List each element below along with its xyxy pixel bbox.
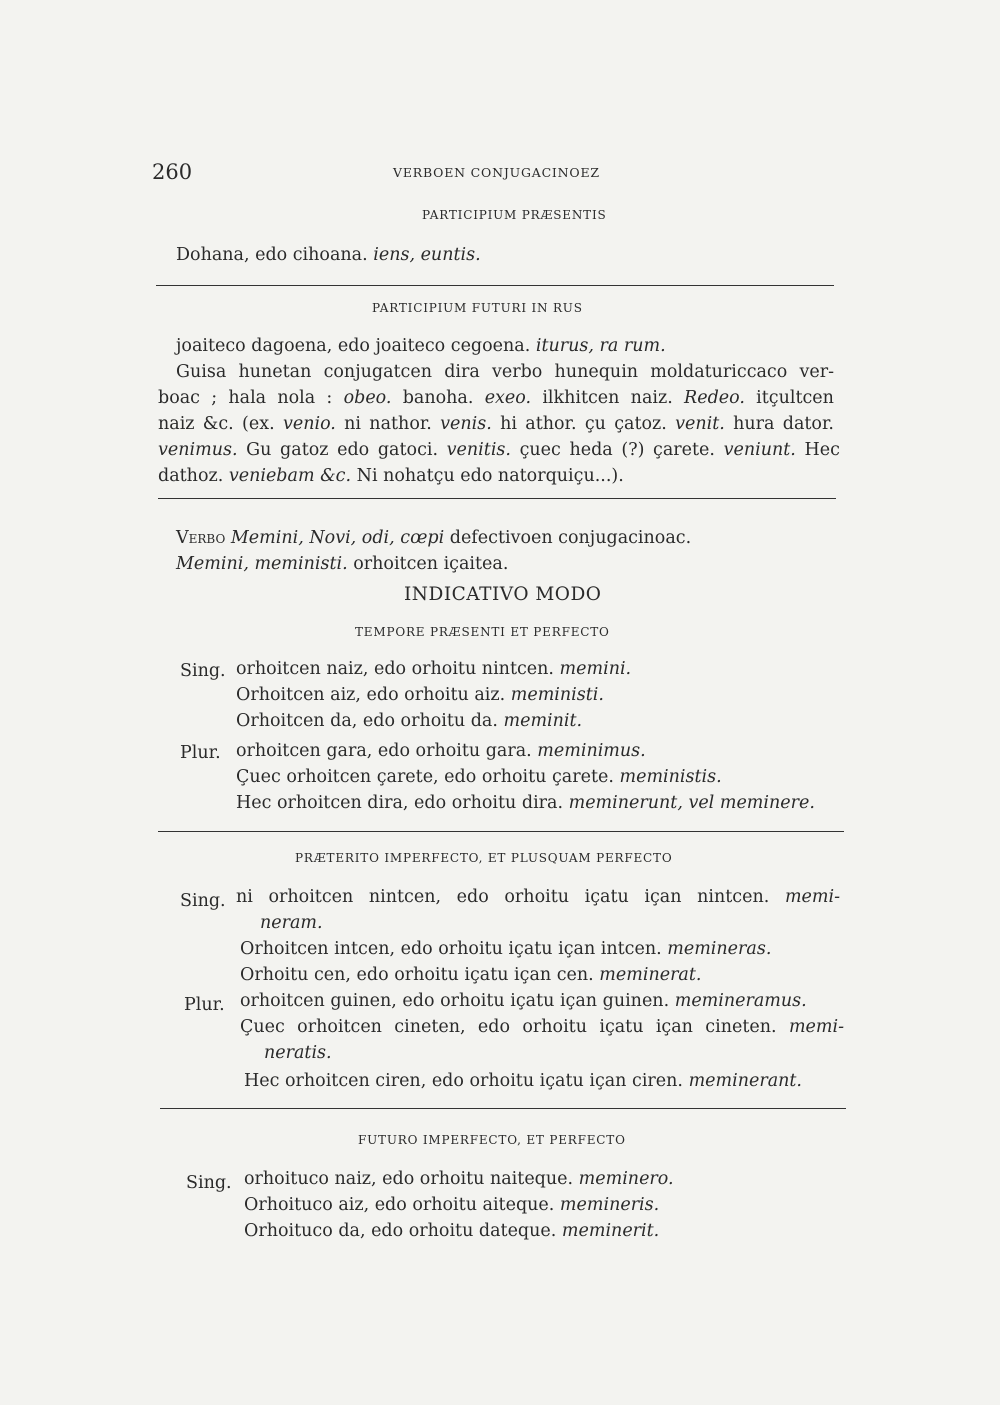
text-latin: Memini, meministi. [176, 554, 348, 574]
text-line [158, 411, 834, 437]
text-latin: venimus. [158, 440, 238, 460]
sing-label: Sing. [180, 661, 226, 681]
text-latin: venitis. [446, 440, 511, 460]
text-plain: boac ; hala nola : [158, 388, 333, 408]
plur-label: Plur. [184, 995, 225, 1015]
text-plain: Gu gatoz edo gatoci. [246, 440, 439, 460]
text-line [236, 790, 815, 816]
text-line [240, 1014, 844, 1040]
text-latin: memineramus. [674, 991, 807, 1011]
text-plain: Orhoitu cen, edo orhoitu içatu içan cen. [240, 965, 594, 985]
text-plain: Çuec orhoitcen çarete, edo orhoitu çarete. [236, 767, 614, 787]
plur-label: Plur. [180, 743, 221, 763]
text-latin: iturus, ra rum. [535, 336, 666, 356]
running-title: VERBOEN CONJUGACINOEZ [393, 165, 600, 180]
heading-tempore-praesenti: TEMPORE PRÆSENTI ET PERFECTO [355, 625, 610, 639]
text-latin: veniunt. [723, 440, 796, 460]
text-line [236, 708, 582, 734]
text-latin: meministis. [619, 767, 722, 787]
text-line [176, 333, 666, 359]
text-plain: Çuec orhoitcen cineten, edo orhoitu içatu içan cineten. [240, 1017, 777, 1037]
text-latin: memini. [559, 659, 632, 679]
text-line [240, 936, 771, 962]
text-plain: joaiteco dagoena, edo joaiteco cegoena. [176, 336, 531, 356]
text-plain: ilkhitcen naiz. [542, 388, 673, 408]
text-plain: Hec orhoitcen ciren, edo orhoitu içatu içan ciren. [244, 1071, 683, 1091]
text-latin: venis. [440, 414, 492, 434]
heading-praeterito-imperfecto: PRÆTERITO IMPERFECTO, ET PLUSQUAM PERFECTO [295, 851, 673, 865]
text-latin: memi- [788, 1017, 844, 1037]
text-latin: neratis. [264, 1043, 332, 1063]
text-plain: Orhoitcen aiz, edo orhoitu aiz. [236, 685, 506, 705]
text-line [158, 463, 624, 489]
text-line [244, 1218, 659, 1244]
text-line [176, 359, 834, 385]
text-plain: ni nathor. [344, 414, 432, 434]
text-latin: meminerant. [688, 1071, 802, 1091]
text-latin: memineras. [667, 939, 772, 959]
text-plain: Ni nohatçu edo natorquiçu...). [356, 466, 624, 486]
divider [158, 831, 844, 832]
text-latin: meministi. [510, 685, 604, 705]
text-line [236, 656, 631, 682]
text-latin: meminerunt, vel meminere. [568, 793, 815, 813]
text-line [176, 242, 481, 268]
text-plain: çuec heda (?) çarete. [519, 440, 715, 460]
text-latin: neram. [260, 913, 323, 933]
text-line [244, 1166, 674, 1192]
text-latin: memineris. [559, 1195, 660, 1215]
text-plain: defectivoen conjugacinoac. [449, 528, 692, 548]
text-line [158, 385, 834, 411]
text-plain: orhoitcen guinen, edo orhoitu içatu içan guinen. [240, 991, 670, 1011]
text-plain: naiz &c. (ex. [158, 414, 275, 434]
text-latin: veniebam &c. [228, 466, 352, 486]
text-latin: meminerit. [561, 1221, 660, 1241]
text-line [176, 551, 508, 577]
text-plain: orhoitcen gara, edo orhoitu gara. [236, 741, 532, 761]
text-plain: Orhoitcen intcen, edo orhoitu içatu içan intcen. [240, 939, 662, 959]
sing-label: Sing. [186, 1173, 232, 1193]
text-plain: orhoitcen naiz, edo orhoitu nintcen. [236, 659, 554, 679]
text-plain: ni orhoitcen nintcen, edo orhoitu içatu içan nintcen. [236, 887, 770, 907]
divider [156, 285, 834, 286]
heading-futuro-imperfecto: FUTURO IMPERFECTO, ET PERFECTO [358, 1133, 626, 1147]
text-line [236, 884, 840, 910]
text-plain: Guisa hunetan conjugatcen dira verbo hunequin moldaturiccaco ver- [176, 362, 834, 382]
text-line [244, 1192, 659, 1218]
text-plain: itçultcen [756, 388, 834, 408]
text-latin: meminit. [503, 711, 583, 731]
mode-title: INDICATIVO MODO [404, 584, 602, 605]
text-latin: meminimus. [537, 741, 646, 761]
text-plain: orhoituco naiz, edo orhoitu naiteque. [244, 1169, 574, 1189]
text-plain: Orhoitcen da, edo orhoitu da. [236, 711, 498, 731]
text-plain: Dohana, edo cihoana. [176, 245, 368, 265]
text-plain: Hec orhoitcen dira, edo orhoitu dira. [236, 793, 564, 813]
text-latin: exeo. [484, 388, 532, 408]
text-latin: Memini, Novi, odi, cœpi [230, 528, 445, 548]
text-latin: venio. [282, 414, 336, 434]
text-latin: obeo. [343, 388, 392, 408]
text-plain: orhoitcen içaitea. [353, 554, 509, 574]
text-line [158, 437, 840, 463]
text-plain: banoha. [402, 388, 474, 408]
divider [160, 1108, 846, 1109]
text-plain: Hec [804, 440, 840, 460]
text-plain: Orhoituco aiz, edo orhoitu aiteque. [244, 1195, 555, 1215]
heading-participium-praesentis: PARTICIPIUM PRÆSENTIS [422, 208, 607, 222]
text-latin: meminero. [578, 1169, 674, 1189]
text-latin: meminerat. [599, 965, 702, 985]
text-plain: Verbo [176, 528, 226, 548]
sing-label: Sing. [180, 891, 226, 911]
text-plain: Orhoituco da, edo orhoitu dateque. [244, 1221, 557, 1241]
text-line [236, 682, 604, 708]
text-plain: hura dator. [733, 414, 834, 434]
text-latin: venit. [675, 414, 725, 434]
text-line [240, 962, 701, 988]
divider [158, 498, 836, 499]
text-line [236, 764, 722, 790]
text-plain: hi athor. çu çatoz. [500, 414, 667, 434]
text-plain: dathoz. [158, 466, 224, 486]
text-latin: memi- [784, 887, 840, 907]
text-line [236, 738, 646, 764]
text-line [240, 988, 807, 1014]
text-line [244, 1068, 802, 1094]
text-latin: iens, euntis. [373, 245, 481, 265]
text-latin: Redeo. [684, 388, 745, 408]
text-line [176, 525, 691, 551]
heading-participium-futuri: PARTICIPIUM FUTURI IN RUS [372, 301, 583, 315]
page-number: 260 [152, 160, 193, 184]
